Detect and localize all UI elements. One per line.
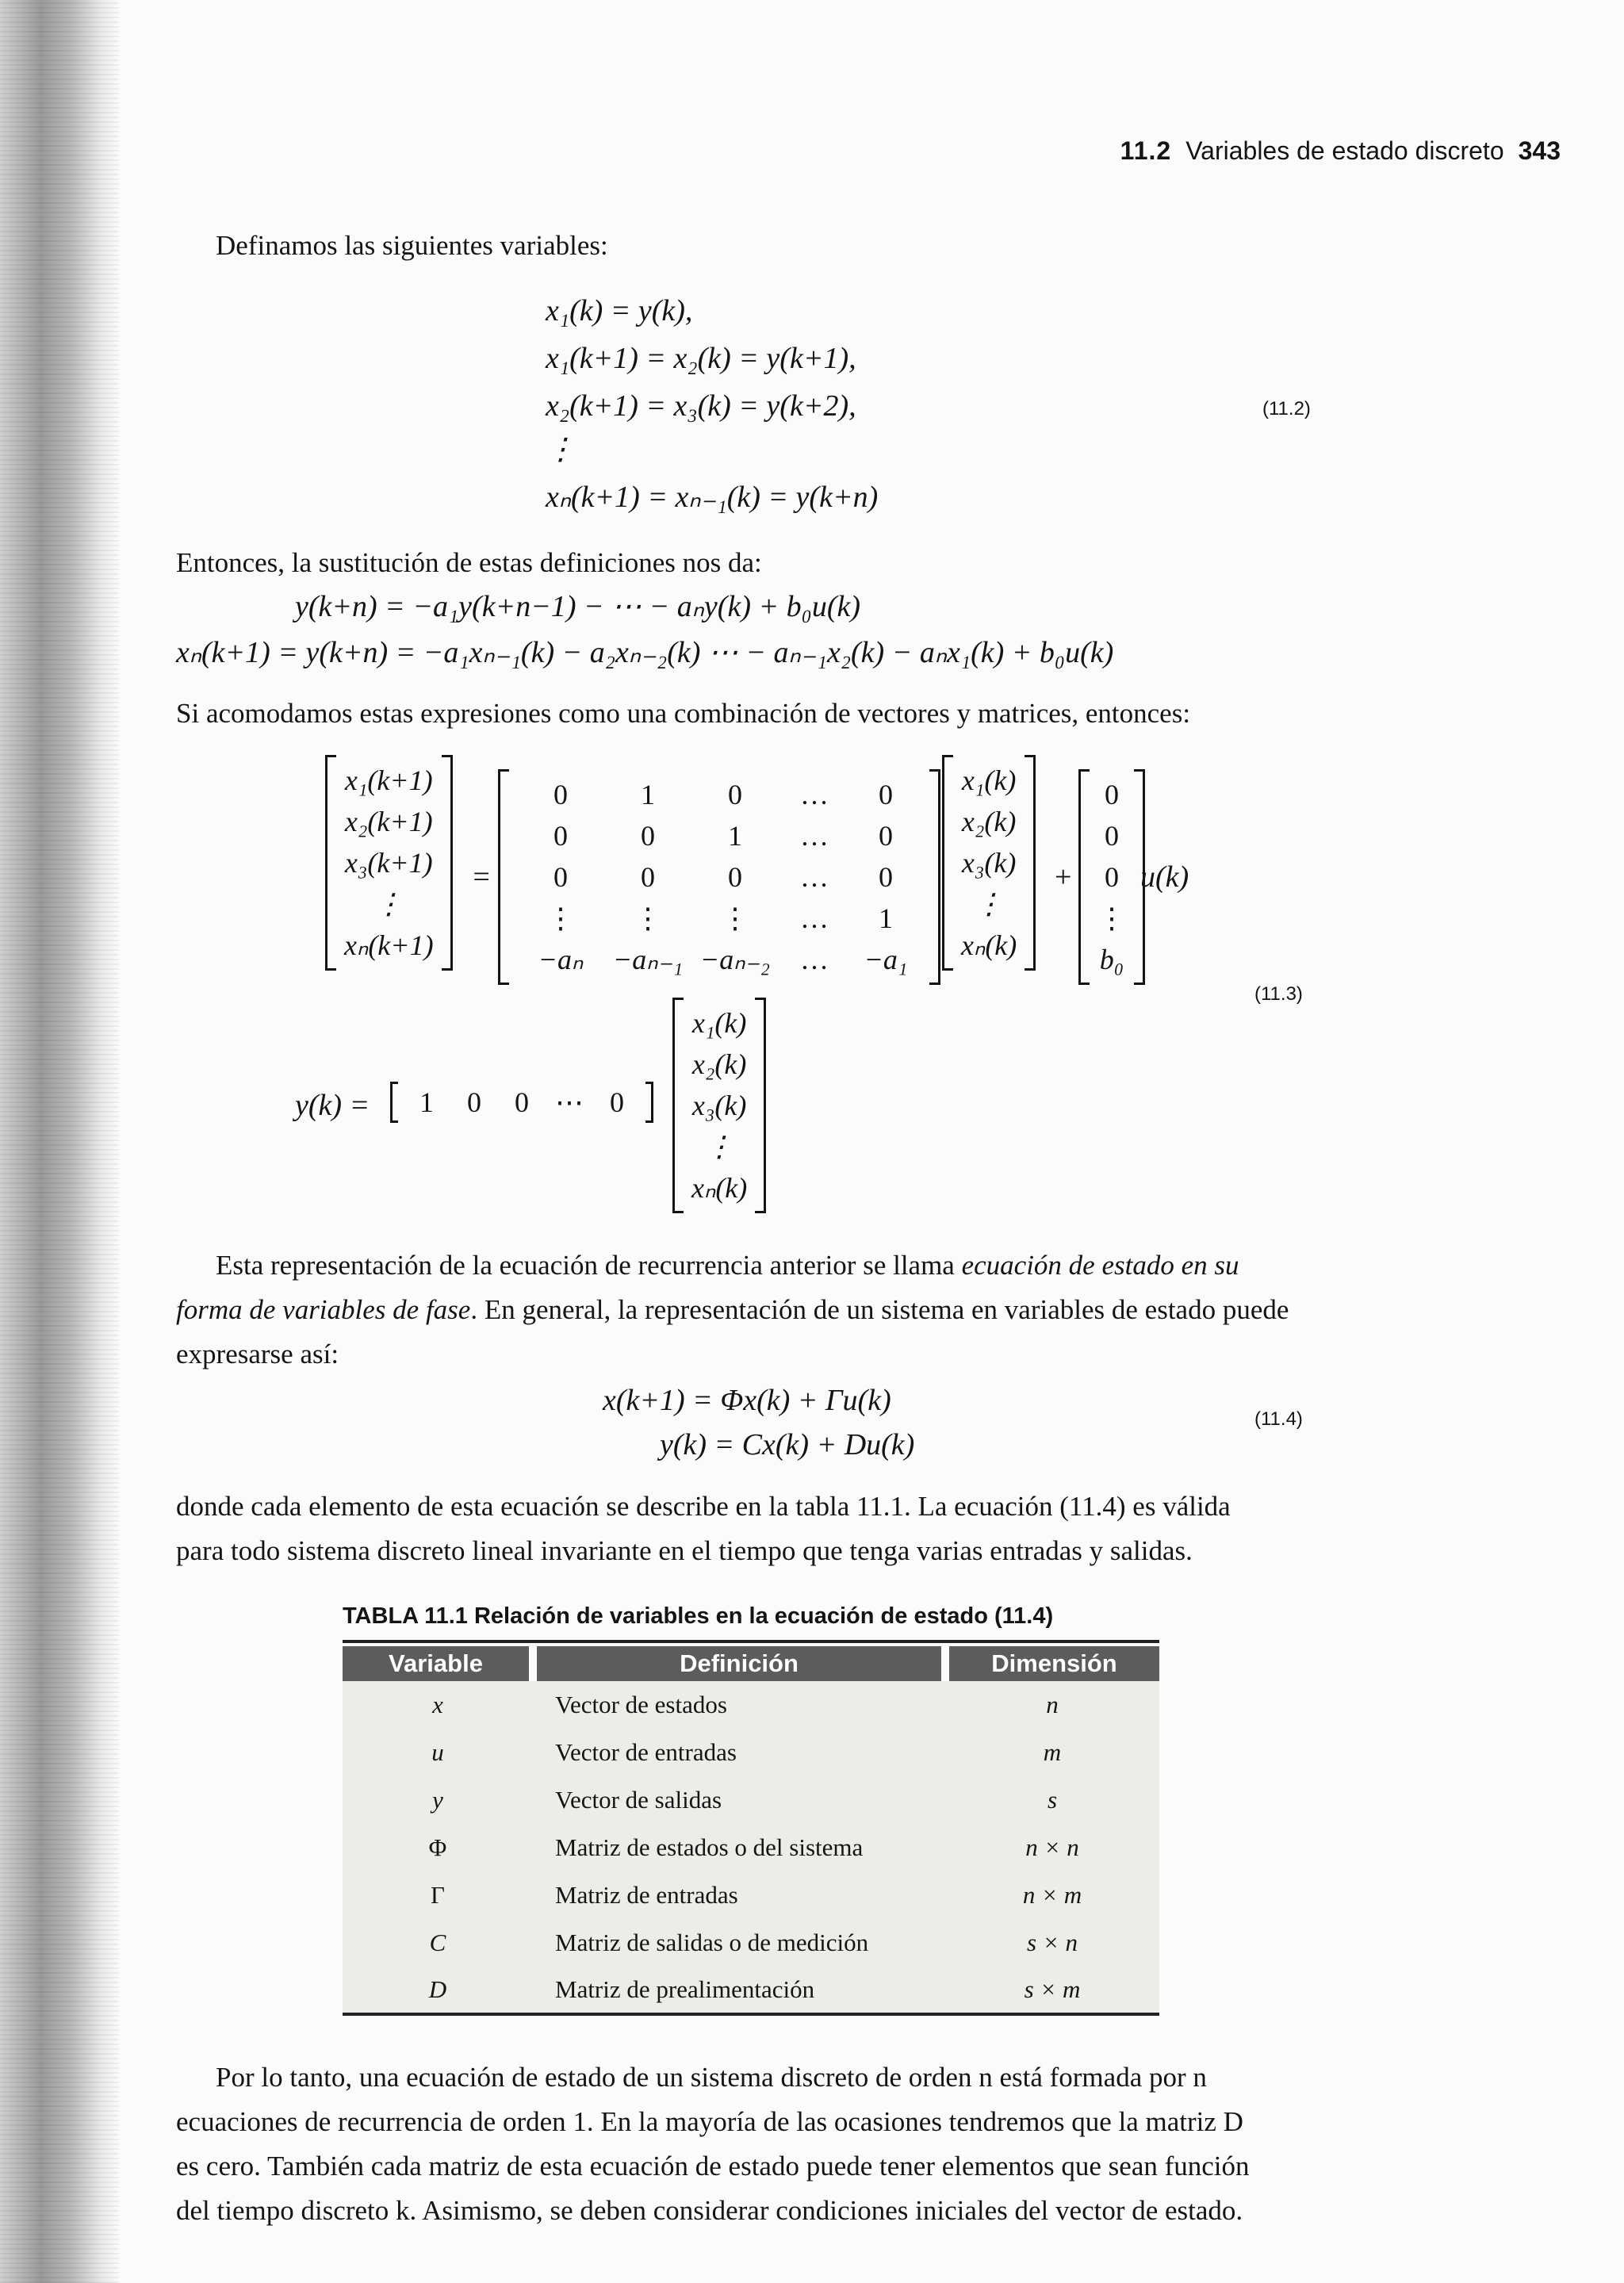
table-cell: Vector de entradas: [533, 1729, 945, 1776]
table-header: Variable: [343, 1646, 533, 1681]
equation-number: (11.4): [1254, 1408, 1303, 1430]
section-title: Variables de estado discreto: [1185, 136, 1504, 165]
text-line: Por lo tanto, una ecuación de estado de un sistema discreto de orden n está formada por n: [216, 2062, 1207, 2093]
table-top-rule: [343, 1640, 1159, 1643]
matrix-entry: −a₁: [864, 944, 908, 975]
table-caption: TABLA 11.1 Relación de variables en la ecuación de estado (11.4): [343, 1603, 1054, 1629]
table-cell: Vector de estados: [533, 1681, 945, 1729]
matrix-intro-text: Si acomodamos estas expresiones como una combinación de vectores y matrices, entonces:: [176, 698, 1191, 729]
text-line: expresarse así:: [176, 1339, 339, 1369]
vector-entry: xₙ(k): [961, 929, 1017, 961]
phase-variable-paragraph: [176, 1288, 1477, 1332]
matrix-entry: ⋮: [721, 902, 749, 934]
table-cell: D: [343, 1967, 533, 2014]
variable-definitions: [546, 287, 878, 525]
table-cell: Matriz de entradas: [533, 1871, 945, 1919]
row-entry: 0: [467, 1086, 481, 1118]
def-line: ⋮: [546, 433, 576, 466]
matrix-entry: …: [800, 902, 829, 934]
table-cell: n × m: [945, 1871, 1159, 1919]
text-line: es cero. También cada matriz de esta ecuación de estado puede tener elementos que sean función: [176, 2151, 1250, 2181]
matrix-entry: …: [800, 861, 829, 893]
matrix-entry: …: [800, 779, 829, 810]
vector-entry: x₂(k): [961, 806, 1017, 837]
row-entry: 0: [610, 1086, 624, 1118]
table-cell: m: [945, 1729, 1159, 1776]
vector-entry: x₁(k+1): [344, 764, 433, 796]
table-row: [343, 1967, 1159, 2014]
vector-entry: 0: [1105, 861, 1119, 893]
matrix-entry: 0: [728, 861, 742, 893]
input-term: u(k): [1140, 860, 1189, 894]
text-line: donde cada elemento de esta ecuación se describe en la tabla 11.1. La ecuación (11.4) es válida: [176, 1491, 1231, 1522]
table-row: [343, 1681, 1159, 1729]
equation-number: (11.3): [1254, 983, 1303, 1005]
output-row-vector: [390, 1082, 653, 1123]
def-line: x₁(k) = y(k),: [546, 294, 693, 328]
table-cell: Matriz de prealimentación: [533, 1967, 945, 2014]
vector-entry: ⋮: [705, 1131, 734, 1163]
matrix-entry: ⋮: [546, 902, 575, 934]
def-line: xₙ(k+1) = xₙ₋₁(k) = y(k+n): [546, 481, 879, 514]
vector-entry: x₂(k): [691, 1048, 747, 1080]
matrix-entry: −aₙ₋₁: [612, 944, 684, 975]
output-lhs: y(k) =: [295, 1089, 370, 1122]
table-cell: y: [343, 1776, 533, 1824]
table-cell: Vector de salidas: [533, 1776, 945, 1824]
matrix-entry: 0: [879, 861, 893, 893]
text-run: Esta representación de la ecuación de recurrencia anterior se llama: [216, 1250, 962, 1281]
table-header: Definición: [533, 1646, 945, 1681]
emphasis-term: forma de variables de fase: [176, 1294, 471, 1325]
table-cell: C: [343, 1919, 533, 1967]
substitution-equation: y(k+n) = −a₁y(k+n−1) − ⋯ − aₙy(k) + b₀u(k): [295, 590, 861, 623]
phase-variable-paragraph: [216, 1243, 1484, 1288]
row-entry: ⋯: [555, 1086, 584, 1118]
table-row: [343, 1729, 1159, 1776]
running-header: [1120, 136, 1561, 166]
output-state-vector: [672, 998, 766, 1213]
vector-entry: xₙ(k): [691, 1172, 748, 1204]
vector-entry: xₙ(k+1): [344, 929, 434, 961]
table-cell: s × n: [945, 1919, 1159, 1967]
matrix-entry: 1: [879, 902, 893, 934]
table-cell: Matriz de estados o del sistema: [533, 1824, 945, 1871]
plus-sign: +: [1055, 860, 1072, 894]
vector-entry: ⋮: [1097, 902, 1126, 934]
matrix-entry: 0: [641, 820, 655, 852]
table-row: [343, 1776, 1159, 1824]
output-equation: y(k) = Cx(k) + Du(k): [660, 1428, 915, 1461]
def-line: x₂(k+1) = x₃(k) = y(k+2),: [546, 389, 856, 423]
text-line: para todo sistema discreto lineal invariante en el tiempo que tenga varias entradas y salidas.: [176, 1535, 1193, 1566]
matrix-entry: −aₙ: [538, 944, 584, 975]
substitution-equation: xₙ(k+1) = y(k+n) = −a₁xₙ₋₁(k) − a₂xₙ₋₂(k) ⋯ − aₙ₋₁x₂(k) − aₙx₁(k) + b₀u(k): [176, 636, 1114, 669]
text-line: del tiempo discreto k. Asimismo, se deben considerar condiciones iniciales del vector de estado.: [176, 2195, 1243, 2226]
input-vector: [1078, 769, 1145, 985]
table-cell: n × n: [945, 1824, 1159, 1871]
vector-entry: ⋮: [975, 888, 1004, 920]
table-cell: s × m: [945, 1967, 1159, 2014]
vector-entry: x₁(k): [691, 1007, 747, 1039]
vector-entry: x₃(k): [961, 847, 1017, 879]
system-matrix: [498, 769, 940, 985]
vector-entry: x₃(k+1): [344, 847, 433, 879]
def-line: x₁(k+1) = x₂(k) = y(k+1),: [546, 342, 856, 375]
table-cell: Φ: [343, 1824, 533, 1871]
matrix-entry: …: [800, 944, 829, 975]
table-row: [343, 1871, 1159, 1919]
lhs-vector: [325, 755, 453, 971]
table-cell: s: [945, 1776, 1159, 1824]
text-run: . En general, la representación de un sistema en variables de estado puede: [470, 1294, 1289, 1325]
variables-table: [343, 1646, 1159, 2016]
table-header: Dimensión: [945, 1646, 1159, 1681]
table-cell: u: [343, 1729, 533, 1776]
matrix-entry: 0: [641, 861, 655, 893]
matrix-entry: 0: [879, 779, 893, 810]
book-spine-shadow: [0, 0, 119, 2283]
page-number: 343: [1518, 136, 1561, 165]
vector-entry: 0: [1105, 820, 1119, 852]
emphasis-term: ecuación de estado en su: [961, 1250, 1239, 1281]
vector-entry: x₃(k): [691, 1090, 747, 1121]
table-cell: n: [945, 1681, 1159, 1729]
substitution-text: Entonces, la sustitución de estas definiciones nos da:: [176, 547, 762, 578]
equals-sign: =: [471, 860, 492, 894]
matrix-entry: 0: [553, 820, 568, 852]
vector-entry: x₁(k): [961, 764, 1017, 796]
matrix-entry: 1: [728, 820, 742, 852]
vector-entry: x₂(k+1): [344, 806, 433, 837]
matrix-entry: ⋮: [634, 902, 662, 934]
row-entry: 0: [515, 1086, 529, 1118]
matrix-entry: −aₙ₋₂: [699, 944, 771, 975]
table-row: [343, 1824, 1159, 1871]
matrix-entry: …: [800, 820, 829, 852]
state-vector: [942, 755, 1036, 971]
row-entry: 1: [419, 1086, 434, 1118]
vector-entry: ⋮: [374, 888, 404, 920]
state-equation: x(k+1) = Φx(k) + Γu(k): [603, 1384, 891, 1417]
table-row: [343, 1919, 1159, 1967]
table-cell: x: [343, 1681, 533, 1729]
vector-entry: b₀: [1099, 944, 1124, 975]
matrix-entry: 0: [879, 820, 893, 852]
matrix-entry: 1: [641, 779, 655, 810]
matrix-entry: 0: [553, 779, 568, 810]
text-line: ecuaciones de recurrencia de orden 1. En la mayoría de las ocasiones tendremos que la matriz D: [176, 2106, 1243, 2137]
intro-text: Definamos las siguientes variables:: [216, 230, 608, 261]
equation-number: (11.2): [1262, 398, 1311, 419]
matrix-entry: 0: [553, 861, 568, 893]
matrix-entry: 0: [728, 779, 742, 810]
table-cell: Γ: [343, 1871, 533, 1919]
section-number: 11.2: [1120, 136, 1172, 165]
vector-entry: 0: [1105, 779, 1119, 810]
table-cell: Matriz de salidas o de medición: [533, 1919, 945, 1967]
